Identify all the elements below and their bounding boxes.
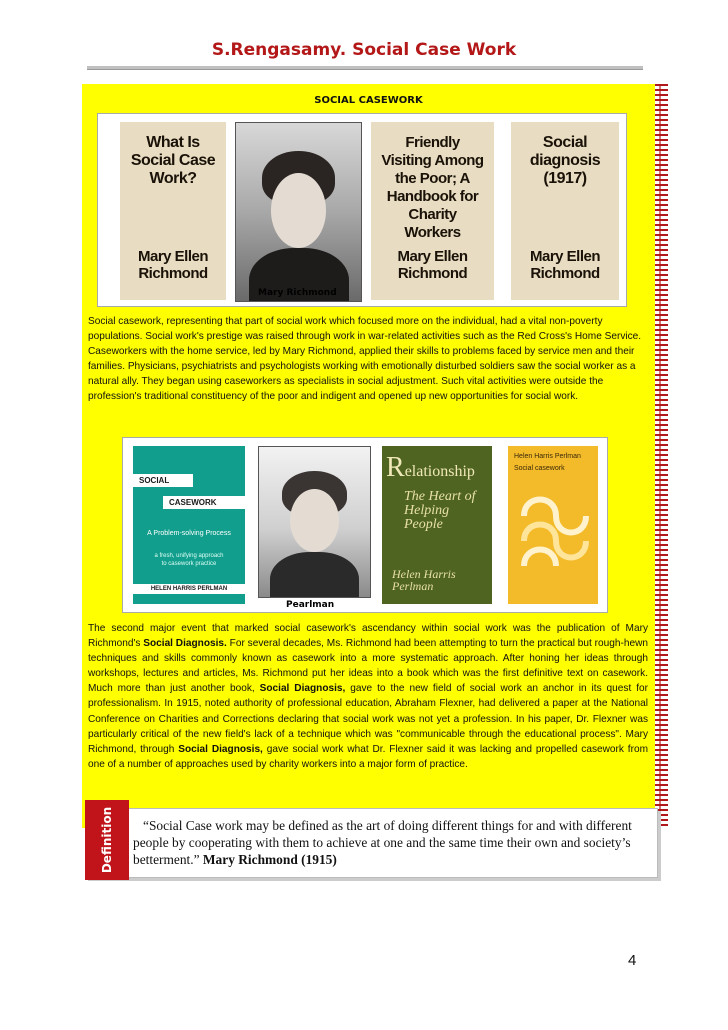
book-author: Mary Ellen Richmond — [397, 248, 468, 282]
definition-attribution: Mary Richmond (1915) — [202, 852, 337, 867]
book-author: Mary Ellen Richmond — [529, 248, 601, 282]
cover-title: Social casework — [514, 465, 565, 472]
book-title: What Is Social Case Work? — [130, 134, 216, 187]
cover-blurb: a fresh, unifying approach to casework practice — [154, 553, 224, 567]
paragraph-social-casework: Social casework, representing that part of social work which focused more on the individual, had a vital non-poverty populations. Social work's prestige was raised through work in war-related activities such as the Red Cross's Home Service. Caseworkers with the home service, led by Mary Richmond, applied their skills to problems faced by service men and their families. Physicians, psychiatrists and psychologists working with emotionally disturbed soldiers saw the social worker as a natural ally. They began using caseworkers as specialists in social adjustment. Such vital activities were outside the profession's traditional constituency of the poor and indigent and opened up new opportunities for social work. — [88, 316, 642, 403]
portrait-face — [290, 489, 339, 552]
book-cover-what-is-social-case-work — [120, 122, 226, 300]
section-title: SOCIAL CASEWORK — [314, 95, 423, 106]
book-cover-friendly-visiting — [371, 122, 494, 300]
cover-subtitle: A Problem-solving Process — [147, 530, 231, 537]
document-header-title: S.Rengasamy. Social Case Work — [211, 40, 517, 60]
cover-pattern-icon — [516, 486, 590, 586]
portrait-caption: Mary Richmond — [258, 288, 337, 298]
book-cover-social-casework-problem-solving — [133, 446, 245, 604]
book-title: Social diagnosis (1917) — [529, 134, 601, 187]
bottom-image-gallery — [122, 437, 608, 613]
cover-title: Relationship — [386, 452, 475, 483]
header-divider — [87, 66, 643, 70]
book-cover-social-casework-orange — [508, 446, 598, 604]
definition-quote: “Social Case work may be defined as the art of doing different things for and with different people by cooperating with them to achieve at one and the same time their own and society’s betterment.” Mary Richmond (1915) — [133, 818, 632, 867]
portrait-body — [270, 552, 359, 598]
cover-author: Helen Harris Perlman — [514, 453, 581, 460]
portrait-mary-richmond — [235, 122, 362, 302]
portrait-face — [271, 173, 326, 248]
paragraph-social-diagnosis: The second major event that marked social casework's ascendancy within social work was the publication of Mary Richmond's Social Diagnosis. For several decades, Ms. Richmond had been attempting to turn the practical but rough-hewn techniques and skills commonly known as casework into a more systematic approach. After honing her ideas through workshops, lectures and articles, Ms. Richmond put her ideas into a book which was the first definitive text on casework. Much more than just another book, Social Diagnosis, gave to the new field of social work an anchor in its quest for professionalism. In 1915, noted authority of professional education, Abraham Flexner, had delivered a paper at the National Conference on Charities and Corrections declaring that social work was not yet a profession. In his paper, Dr. Flexner was particularly critical of the new field's lack of a technique which was "communicable through the educational process". Mary Richmond, through Social Diagnosis, gave social work what Dr. Flexner said it was lacking and propelled casework from one of a number of approaches used by charity workers into a major form of practice. — [88, 623, 648, 770]
portrait-caption: Pearlman — [286, 600, 335, 610]
top-image-gallery — [97, 113, 627, 307]
cover-author: HELEN HARRIS PERLMAN — [133, 584, 245, 594]
cover-author: Helen Harris Perlman — [392, 567, 456, 593]
definition-label: Definition — [85, 800, 129, 880]
cover-strip: CASEWORK — [163, 496, 245, 509]
cover-subtitle: The Heart of Helping People — [404, 489, 476, 532]
page-number: 4 — [628, 952, 637, 969]
cover-strip: SOCIAL — [133, 474, 193, 487]
book-author: Mary Ellen Richmond — [137, 248, 209, 282]
book-cover-social-diagnosis — [511, 122, 619, 300]
portrait-pearlman — [258, 446, 371, 598]
book-title: Friendly Visiting Among the Poor; A Handbook for Charity Workers — [381, 134, 484, 241]
book-cover-relationship — [382, 446, 492, 604]
decorative-border — [655, 84, 668, 828]
